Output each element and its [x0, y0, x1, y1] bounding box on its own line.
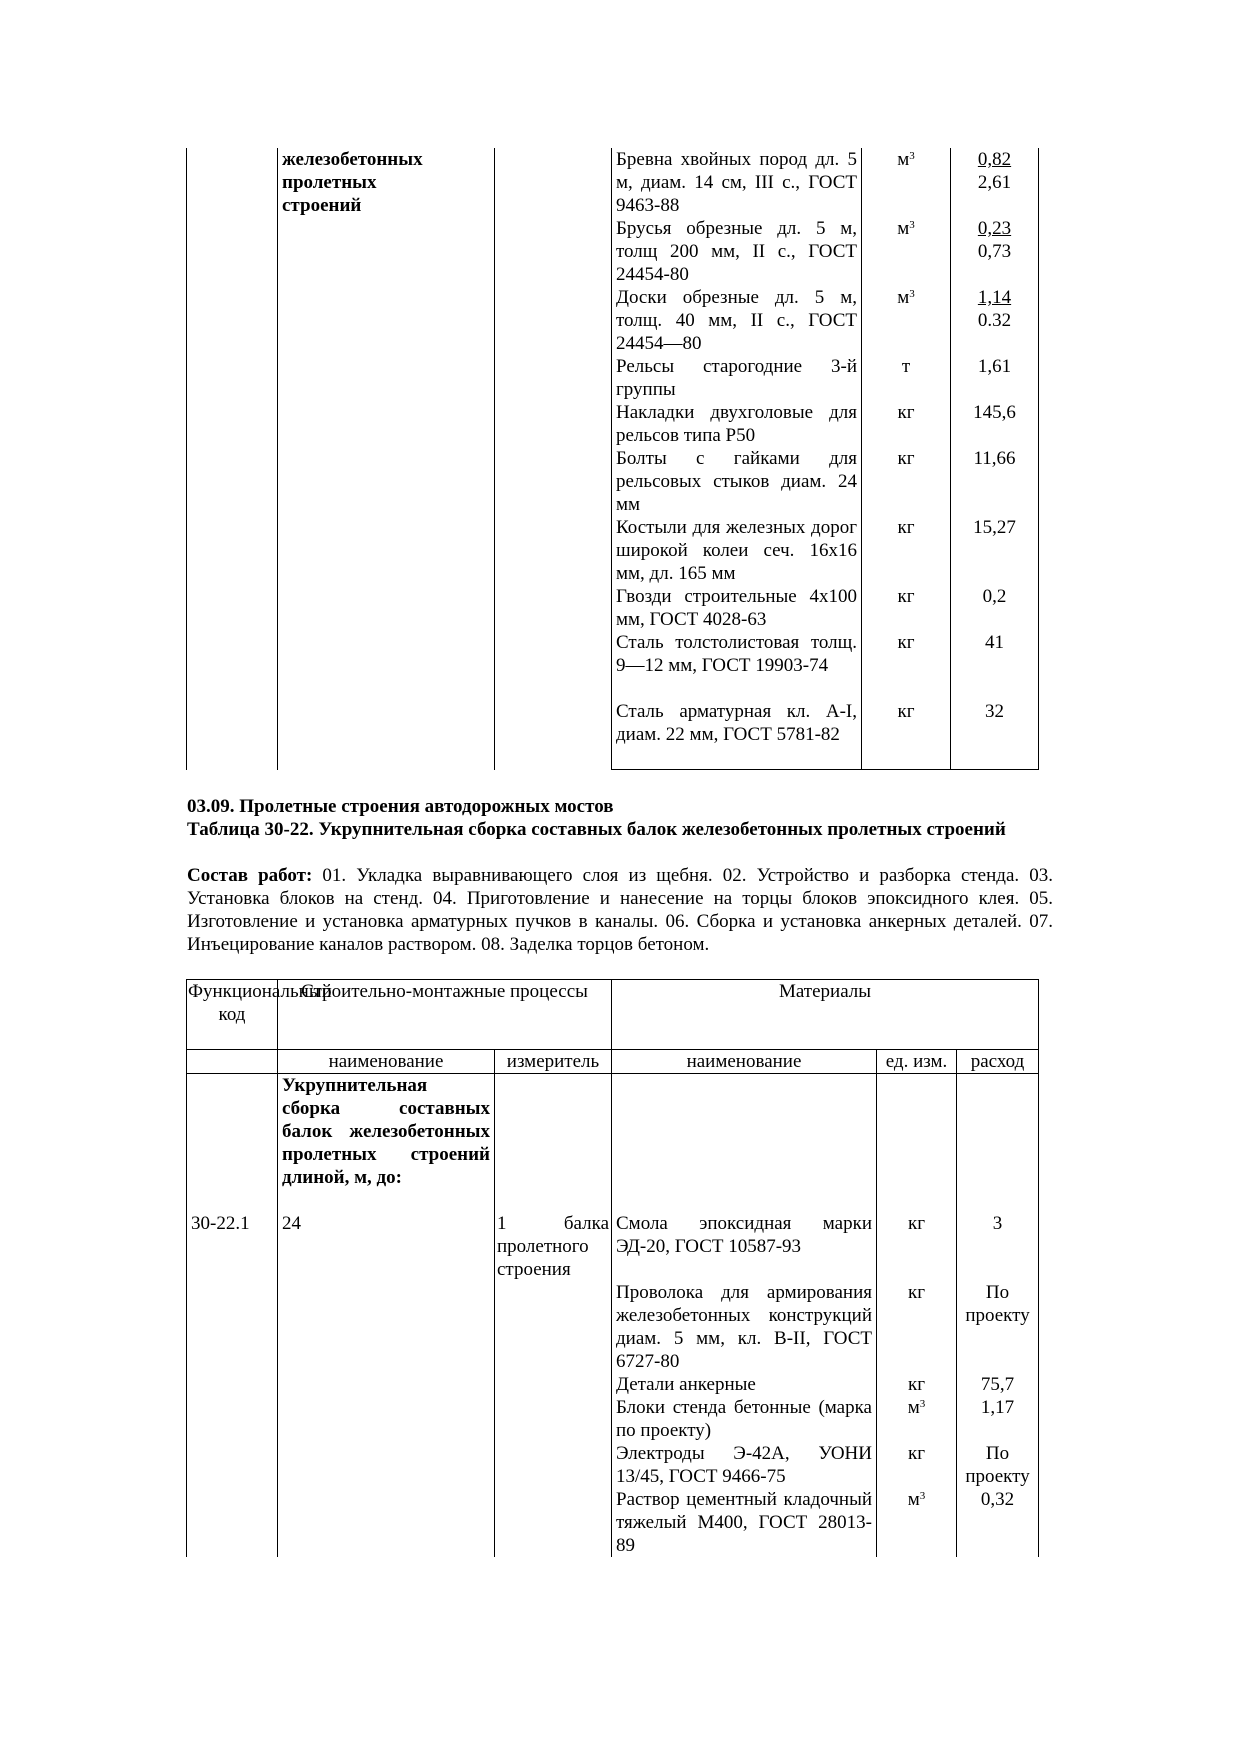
subheader-unit: ед. изм. [877, 1050, 957, 1074]
material-name: Блоки стенда бетонные (марка по проекту) [612, 1396, 877, 1442]
material-rate: По проекту [957, 1442, 1039, 1488]
material-name: Болты с гайками для рельсовых стыков диам. 24 мм [612, 447, 862, 516]
material-unit: кг [862, 631, 951, 700]
material-name: Брусья обрезные дл. 5 м, толщ 200 мм, II с., ГОСТ 24454-80 [612, 217, 862, 286]
code-cell [187, 148, 278, 770]
material-rate: 0,23 0,73 [951, 217, 1039, 286]
material-name: Бревна хвойных пород дл. 5 м, диам. 14 см, III с., ГОСТ 9463-88 [612, 148, 862, 217]
material-rate: 0,32 [957, 1488, 1039, 1557]
materials-table-continued [186, 148, 1039, 770]
material-rate: 41 [951, 631, 1039, 700]
material-rate: 75,7 [957, 1373, 1039, 1396]
measure-cell [495, 148, 612, 770]
material-name: Детали анкерные [612, 1373, 877, 1396]
works-composition [187, 864, 1053, 956]
material-rate [957, 1074, 1039, 1213]
subheader-name: наименование [278, 1050, 495, 1074]
material-unit: т [862, 355, 951, 401]
material-rate: 3 [957, 1212, 1039, 1281]
material-rate: По проекту [957, 1281, 1039, 1373]
material-rate: 0,2 [951, 585, 1039, 631]
material-name: Смола эпоксидная марки ЭД-20, ГОСТ 10587-93 [612, 1212, 877, 1281]
code-cell [187, 1074, 278, 1213]
material-name: Проволока для армирования железобетонных конструкций диам. 5 мм, кл. В-II, ГОСТ 6727-80 [612, 1281, 877, 1373]
material-unit: $м^3$ [862, 148, 951, 217]
material-rate: 1,14 0.32 [951, 286, 1039, 355]
title-line: железобетонных [282, 149, 423, 170]
material-unit [877, 1074, 957, 1213]
material-unit: кг [877, 1442, 957, 1488]
material-unit: $м^3$ [877, 1488, 957, 1557]
material-name [612, 1074, 877, 1213]
material-unit: кг [862, 700, 951, 770]
subheader-rate: расход [957, 1050, 1039, 1074]
material-unit: $м^3$ [862, 286, 951, 355]
length-cell: 24 [278, 1212, 495, 1557]
material-name: Костыли для железных дорог широкой колеи сеч. 16x16 мм, дл. 165 мм [612, 516, 862, 585]
material-rate: 145,6 [951, 401, 1039, 447]
material-unit: $м^3$ [877, 1396, 957, 1442]
material-unit: кг [862, 516, 951, 585]
table-row [187, 1212, 1039, 1281]
material-unit: кг [877, 1373, 957, 1396]
material-rate: 0,82 2,61 [951, 148, 1039, 217]
header-code: Функциональный код [187, 980, 278, 1050]
header-row [187, 980, 1039, 1050]
group-title: Укрупнительная сборка составных балок железобетонных пролетных строений длиной, м, до: [278, 1074, 495, 1213]
works-label: Состав работ: [187, 865, 313, 886]
header-materials: Материалы [612, 980, 1039, 1050]
table-row [187, 148, 1039, 217]
material-rate: 15,27 [951, 516, 1039, 585]
subheader-empty [187, 1050, 278, 1074]
title-line: строений [282, 195, 362, 216]
process-title-cell [278, 148, 495, 770]
material-unit: $м^3$ [862, 217, 951, 286]
table-30-22 [186, 979, 1039, 1557]
measure-cell: 1 балка пролетного строения [495, 1212, 612, 1557]
material-rate: 1,61 [951, 355, 1039, 401]
code-cell: 30-22.1 [187, 1212, 278, 1557]
material-name: Накладки двухголовые для рельсов типа Р50 [612, 401, 862, 447]
material-name: Доски обрезные дл. 5 м, толщ. 40 мм, II с., ГОСТ 24454—80 [612, 286, 862, 355]
material-unit: кг [877, 1212, 957, 1281]
material-rate: 32 [951, 700, 1039, 770]
header-processes: Строительно-монтажные процессы [278, 980, 612, 1050]
material-name: Электроды Э-42А, УОНИ 13/45, ГОСТ 9466-75 [612, 1442, 877, 1488]
subheader-row [187, 1050, 1039, 1074]
measure-cell [495, 1074, 612, 1213]
material-unit: кг [862, 401, 951, 447]
material-unit: кг [862, 447, 951, 516]
material-name: Рельсы старогодние 3-й группы [612, 355, 862, 401]
table-title: Таблица 30-22. Укрупнительная сборка составных балок железобетонных пролетных строений [187, 819, 1006, 840]
material-name: Сталь толстолистовая толщ. 9—12 мм, ГОСТ 19903-74 [612, 631, 862, 700]
works-text: 01. Укладка выравнивающего слоя из щебня. 02. Устройство и разборка стенда. 03. Установка блоков на стенд. 04. Приготовление и нанесение на торцы блоков эпоксидного клея. 05. Изготовление и установка арматурных пучков в каналы. 06. Сборка и установка анкерных деталей. 07. Инъецирование каналов раствором. 08. Заделка торцов бетоном. [187, 865, 1053, 955]
subheader-material-name: наименование [612, 1050, 877, 1074]
subheader-measure: измеритель [495, 1050, 612, 1074]
material-unit: кг [862, 585, 951, 631]
table-row [187, 1074, 1039, 1213]
section-heading: 03.09. Пролетные строения автодорожных мостов [187, 796, 614, 817]
title-line: пролетных [282, 172, 377, 193]
material-rate: 1,17 [957, 1396, 1039, 1442]
material-rate: 11,66 [951, 447, 1039, 516]
material-unit: кг [877, 1281, 957, 1373]
material-name: Раствор цементный кладочный тяжелый М400, ГОСТ 28013-89 [612, 1488, 877, 1557]
material-name: Сталь арматурная кл. А-I, диам. 22 мм, ГОСТ 5781-82 [612, 700, 862, 770]
material-name: Гвозди строительные 4x100 мм, ГОСТ 4028-63 [612, 585, 862, 631]
